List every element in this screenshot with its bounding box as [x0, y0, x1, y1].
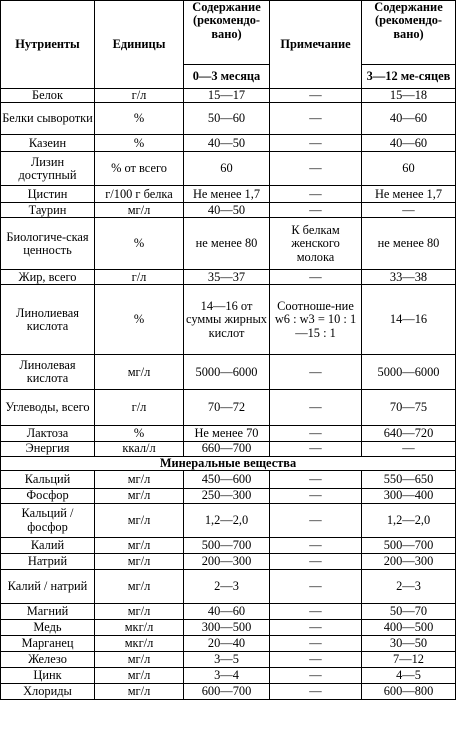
cell-value-0-3: 40—60	[184, 604, 270, 620]
cell-unit: мг/л	[95, 668, 184, 684]
cell-value-3-12: 70—75	[362, 390, 456, 426]
cell-value-0-3: 40—50	[184, 203, 270, 218]
cell-nutrient: Хлориды	[1, 684, 95, 700]
cell-note: —	[270, 152, 362, 186]
header-units: Единицы	[95, 1, 184, 89]
cell-value-3-12: Не менее 1,7	[362, 186, 456, 203]
cell-nutrient: Цистин	[1, 186, 95, 203]
cell-value-3-12: 640—720	[362, 426, 456, 442]
minerals-body	[1, 471, 456, 700]
cell-unit: мг/л	[95, 203, 184, 218]
cell-value-0-3: 5000—6000	[184, 355, 270, 390]
cell-value-0-3: 1,2—2,0	[184, 504, 270, 538]
cell-value-3-12: 2—3	[362, 570, 456, 604]
cell-value-0-3: не менее 80	[184, 218, 270, 270]
table-row	[1, 218, 456, 270]
table-row	[1, 636, 456, 652]
table-row	[1, 355, 456, 390]
cell-value-3-12: 40—60	[362, 135, 456, 152]
cell-note: —	[270, 442, 362, 456]
cell-note: —	[270, 489, 362, 504]
header-nutrients: Нутриенты	[1, 1, 95, 89]
table-row	[1, 203, 456, 218]
cell-unit: мг/л	[95, 489, 184, 504]
cell-nutrient: Линолиевая кислота	[1, 285, 95, 355]
cell-nutrient: Казеин	[1, 135, 95, 152]
nutrients-body	[1, 89, 456, 457]
cell-nutrient: Лактоза	[1, 426, 95, 442]
cell-nutrient: Марганец	[1, 636, 95, 652]
cell-value-0-3: 250—300	[184, 489, 270, 504]
cell-unit: мг/л	[95, 684, 184, 700]
cell-nutrient: Линолевая кислота	[1, 355, 95, 390]
cell-note: —	[270, 355, 362, 390]
cell-value-3-12: 40—60	[362, 103, 456, 135]
cell-value-3-12: 7—12	[362, 652, 456, 668]
cell-nutrient: Биологиче-ская ценность	[1, 218, 95, 270]
cell-nutrient: Медь	[1, 620, 95, 636]
cell-value-0-3: 3—5	[184, 652, 270, 668]
cell-value-0-3: 2—3	[184, 570, 270, 604]
cell-note: —	[270, 538, 362, 554]
cell-value-3-12: 1,2—2,0	[362, 504, 456, 538]
cell-value-3-12: не менее 80	[362, 218, 456, 270]
table-row	[1, 684, 456, 700]
cell-unit: г/л	[95, 270, 184, 285]
cell-nutrient: Калий	[1, 538, 95, 554]
cell-nutrient: Магний	[1, 604, 95, 620]
table-row	[1, 442, 456, 456]
cell-value-3-12: 400—500	[362, 620, 456, 636]
cell-unit: мг/л	[95, 504, 184, 538]
cell-note: —	[270, 570, 362, 604]
cell-value-3-12: 60	[362, 152, 456, 186]
cell-unit: мг/л	[95, 538, 184, 554]
cell-note: —	[270, 426, 362, 442]
table-row	[1, 489, 456, 504]
table-header	[1, 1, 456, 89]
table-row	[1, 504, 456, 538]
header-content-1: Содержание (рекомендо-вано)	[184, 1, 270, 65]
cell-note: —	[270, 270, 362, 285]
cell-value-0-3: 40—50	[184, 135, 270, 152]
cell-note: —	[270, 652, 362, 668]
cell-note: —	[270, 668, 362, 684]
cell-value-0-3: Не менее 1,7	[184, 186, 270, 203]
table-row	[1, 285, 456, 355]
cell-nutrient: Калий / натрий	[1, 570, 95, 604]
cell-value-0-3: 3—4	[184, 668, 270, 684]
cell-unit: г/л	[95, 89, 184, 103]
cell-value-0-3: 50—60	[184, 103, 270, 135]
cell-nutrient: Кальций / фосфор	[1, 504, 95, 538]
cell-value-3-12: 4—5	[362, 668, 456, 684]
cell-note: —	[270, 471, 362, 489]
cell-value-3-12: 300—400	[362, 489, 456, 504]
cell-value-0-3: 14—16 от суммы жирных кислот	[184, 285, 270, 355]
cell-nutrient: Натрий	[1, 554, 95, 570]
cell-note: —	[270, 135, 362, 152]
cell-unit: %	[95, 426, 184, 442]
cell-value-3-12: —	[362, 442, 456, 456]
cell-value-0-3: 600—700	[184, 684, 270, 700]
cell-value-0-3: 450—600	[184, 471, 270, 489]
cell-nutrient: Железо	[1, 652, 95, 668]
header-age-1: 0—3 месяца	[184, 65, 270, 89]
cell-value-3-12: 30—50	[362, 636, 456, 652]
cell-note: —	[270, 103, 362, 135]
cell-value-3-12: —	[362, 203, 456, 218]
cell-unit: мг/л	[95, 652, 184, 668]
cell-value-3-12: 500—700	[362, 538, 456, 554]
cell-unit: %	[95, 218, 184, 270]
cell-unit: ккал/л	[95, 442, 184, 456]
table-row	[1, 152, 456, 186]
cell-unit: мкг/л	[95, 620, 184, 636]
cell-note: —	[270, 186, 362, 203]
cell-note: —	[270, 620, 362, 636]
cell-unit: мкг/л	[95, 636, 184, 652]
cell-value-3-12: 550—650	[362, 471, 456, 489]
cell-unit: мг/л	[95, 554, 184, 570]
table-row	[1, 554, 456, 570]
cell-value-3-12: 50—70	[362, 604, 456, 620]
cell-note: —	[270, 636, 362, 652]
table-row	[1, 270, 456, 285]
cell-value-3-12: 15—18	[362, 89, 456, 103]
cell-value-3-12: 14—16	[362, 285, 456, 355]
header-note: Примечание	[270, 1, 362, 89]
cell-unit: мг/л	[95, 604, 184, 620]
header-age-2: 3—12 ме-сяцев	[362, 65, 456, 89]
cell-unit: %	[95, 135, 184, 152]
table-row	[1, 652, 456, 668]
cell-unit: мг/л	[95, 355, 184, 390]
cell-value-0-3: 500—700	[184, 538, 270, 554]
header-content-2: Содержание (рекомендо-вано)	[362, 1, 456, 65]
cell-unit: %	[95, 285, 184, 355]
table-row	[1, 471, 456, 489]
table-row	[1, 668, 456, 684]
table-row	[1, 89, 456, 103]
cell-nutrient: Таурин	[1, 203, 95, 218]
cell-note: —	[270, 89, 362, 103]
table-row	[1, 186, 456, 203]
table-row	[1, 538, 456, 554]
cell-unit: мг/л	[95, 471, 184, 489]
cell-note: —	[270, 203, 362, 218]
cell-value-0-3: 660—700	[184, 442, 270, 456]
cell-unit: г/100 г белка	[95, 186, 184, 203]
table-row	[1, 390, 456, 426]
cell-value-0-3: 20—40	[184, 636, 270, 652]
cell-value-0-3: 15—17	[184, 89, 270, 103]
table-row	[1, 103, 456, 135]
cell-note: —	[270, 390, 362, 426]
cell-value-0-3: 300—500	[184, 620, 270, 636]
cell-nutrient: Белки сыворотки	[1, 103, 95, 135]
table-row	[1, 604, 456, 620]
cell-note: К белкам женского молока	[270, 218, 362, 270]
cell-note: —	[270, 604, 362, 620]
table-row	[1, 570, 456, 604]
section-title: Минеральные вещества	[1, 456, 456, 470]
cell-value-3-12: 5000—6000	[362, 355, 456, 390]
cell-value-0-3: Не менее 70	[184, 426, 270, 442]
cell-unit: г/л	[95, 390, 184, 426]
cell-note: —	[270, 504, 362, 538]
cell-nutrient: Энергия	[1, 442, 95, 456]
cell-value-0-3: 35—37	[184, 270, 270, 285]
table-row	[1, 426, 456, 442]
cell-value-3-12: 600—800	[362, 684, 456, 700]
cell-value-3-12: 200—300	[362, 554, 456, 570]
table-row	[1, 135, 456, 152]
cell-note: —	[270, 554, 362, 570]
cell-value-0-3: 60	[184, 152, 270, 186]
cell-unit: % от всего	[95, 152, 184, 186]
cell-nutrient: Кальций	[1, 471, 95, 489]
table-row	[1, 620, 456, 636]
cell-nutrient: Углеводы, всего	[1, 390, 95, 426]
cell-nutrient: Белок	[1, 89, 95, 103]
cell-note: Соотноше-ние w6 : w3 = 10 : 1—15 : 1	[270, 285, 362, 355]
cell-nutrient: Фосфор	[1, 489, 95, 504]
cell-value-0-3: 200—300	[184, 554, 270, 570]
cell-nutrient: Цинк	[1, 668, 95, 684]
cell-value-3-12: 33—38	[362, 270, 456, 285]
minerals-section	[1, 456, 456, 470]
cell-note: —	[270, 684, 362, 700]
cell-unit: мг/л	[95, 570, 184, 604]
cell-nutrient: Лизин доступный	[1, 152, 95, 186]
cell-value-0-3: 70—72	[184, 390, 270, 426]
cell-unit: %	[95, 103, 184, 135]
cell-nutrient: Жир, всего	[1, 270, 95, 285]
